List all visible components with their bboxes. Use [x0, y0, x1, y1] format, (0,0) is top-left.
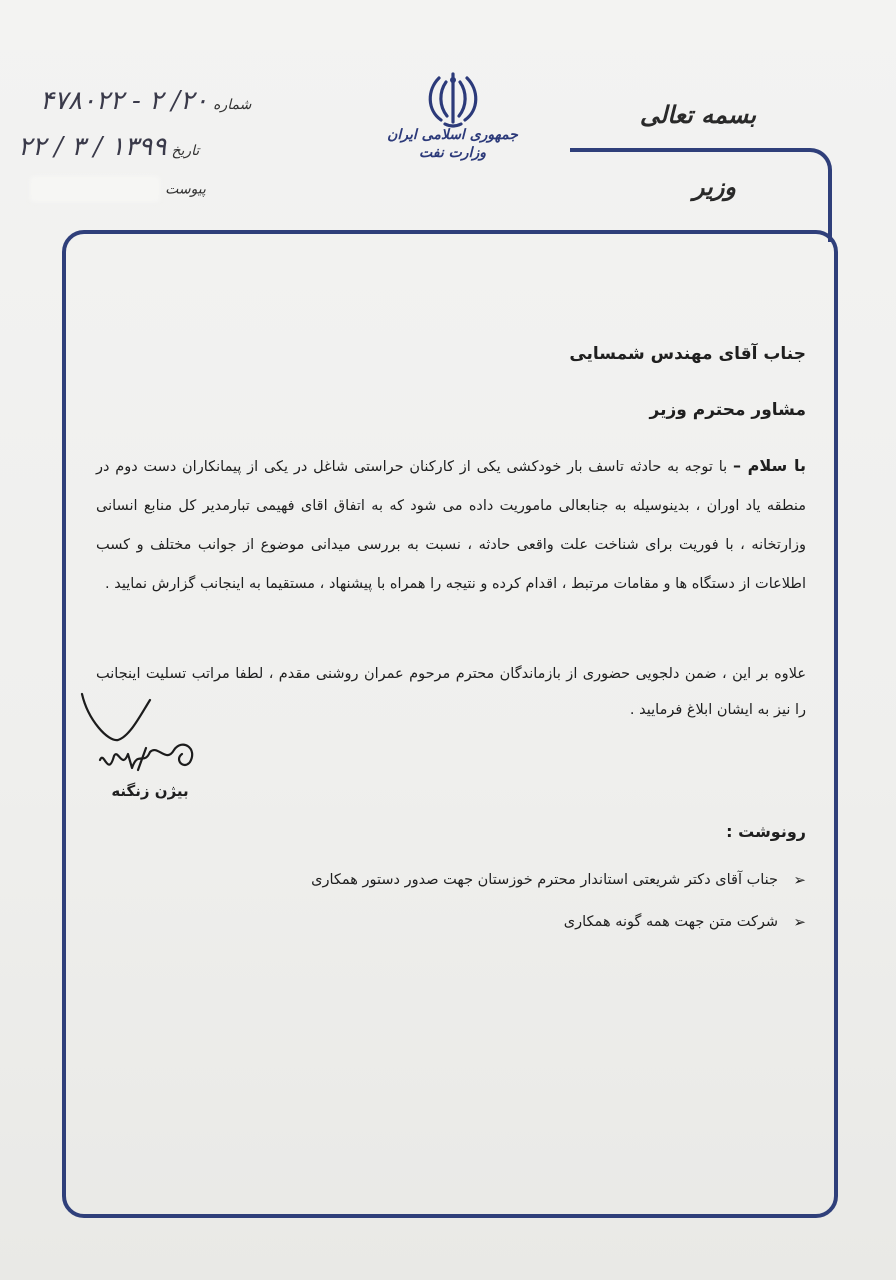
- copy-item: [563, 913, 806, 931]
- arrow-bullet-icon: ➢: [793, 871, 806, 889]
- copy-item: [311, 871, 806, 889]
- copy-item-text: شرکت متن جهت همه گونه همکاری: [563, 914, 778, 930]
- ministry-name: وزارت نفت: [419, 145, 486, 161]
- number-label: شماره: [213, 97, 252, 113]
- redacted-area: [30, 176, 160, 202]
- date-label: تاریخ: [171, 143, 200, 159]
- bismillah-heading: بسمه تعالی: [639, 100, 756, 129]
- arrow-bullet-icon: ➢: [793, 913, 806, 931]
- copies-label: رونوشت :: [726, 822, 806, 841]
- greeting: با سلام –: [732, 456, 807, 475]
- letter-attachment: [30, 176, 206, 202]
- copy-item-text: جناب آقای دکتر شریعتی استاندار محترم خوزستان جهت صدور دستور همکاری: [311, 872, 778, 888]
- date-value: ۱۳۹۹ / ۳ / ۲۲: [18, 132, 167, 162]
- iran-emblem-icon: [425, 70, 481, 130]
- minister-title: وزیر: [692, 172, 736, 201]
- signer-name: بیژن زنگنه: [111, 782, 189, 800]
- country-name: جمهوری اسلامی ایران: [387, 127, 518, 143]
- letter-paragraph-1: [96, 446, 806, 604]
- letter-number: [40, 86, 251, 116]
- paragraph-1-text: با توجه به حادثه تاسف بار خودکشی یکی از کارکنان حراستی شاغل در یکی از پیمانکاران دست دوم در منطقه یاد اوران ، بدینوسیله به جنابعالی ماموریت داده می شود که به اتفاق اقای فهیمی تبارمدیر کل منابع انسانی وزارتخانه ، با فوریت برای شناخت علت واقعی حادثه ، نسبت به بررسی میدانی موضوع از جوانب مختلف و کسب اطلاعات از دستگاه ها و مقامات مرتبط ، اقدام کرده و نتیجه را همراه با پیشنهاد ، مستقیما به اینجانب گزارش نمایید .: [96, 459, 806, 592]
- number-value: ۲۰/ ۲ - ۴۷۸۰۲۲: [40, 86, 209, 116]
- attachment-label: پیوست: [165, 181, 206, 198]
- government-header: [380, 126, 525, 162]
- recipient-name: جناب آقای مهندس شمسایی: [569, 344, 806, 364]
- letter-date: [18, 132, 199, 162]
- recipient-title: مشاور محترم وزیر: [649, 400, 806, 420]
- letter-paragraph-2: علاوه بر این ، ضمن دلجویی حضوری از بازماندگان محترم مرحوم عمران روشنی مقدم ، لطفا مراتب تسلیت اینجانب را نیز به ایشان ابلاغ فرمایید .: [96, 666, 806, 718]
